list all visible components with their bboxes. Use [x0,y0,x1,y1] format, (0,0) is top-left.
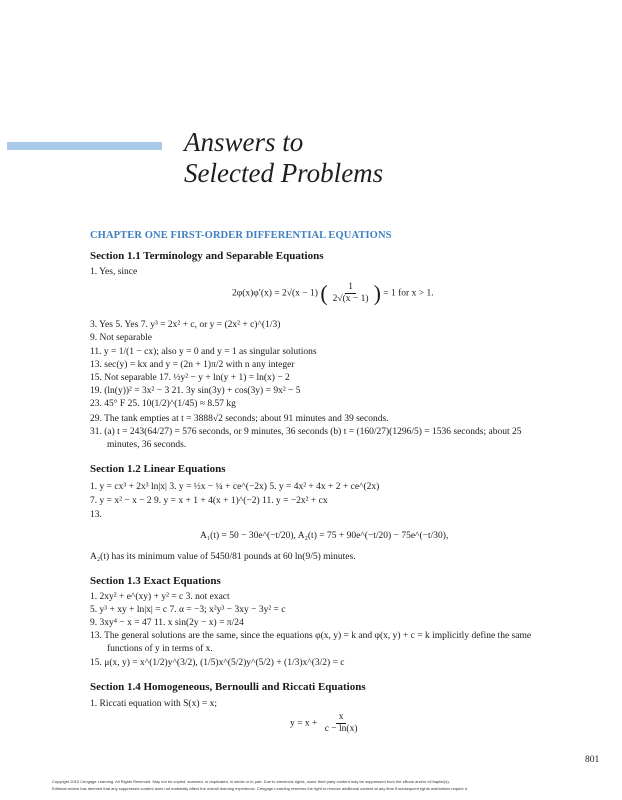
answer-line: 1. y = cx³ + 2x³ ln|x| 3. y = ½x − ¼ + ce^(−2x) 5. y = 4x² + 4x + 2 + ce^(2x) [90,482,380,492]
answer-line: functions of y in terms of x. [107,644,213,654]
section-heading-1-1: Section 1.1 Terminology and Separable Equations [90,250,324,262]
fraction-numerator: x [336,712,347,724]
equation-lhs: 2φ(x)φ′(x) = 2√(x − 1) [232,288,318,299]
answer-line: 31. (a) t = 243(64/27) = 576 seconds, or 9 minutes, 36 seconds (b) t = (160/27)(1296/5) = 1536 seconds; about 25 [90,427,522,437]
answer-line: 7. y = x² − x − 2 9. y = x + 1 + 4(x + 1)^(−2) 11. y = −2x² + cx [90,496,328,506]
display-equation-1-2: A₁(t) = 50 − 30e^(−t/20), A₂(t) = 75 + 90e^(−t/20) − 75e^(−t/30), [200,531,449,541]
equation-rhs: = 1 for x > 1. [383,288,434,299]
section-heading-1-4: Section 1.4 Homogeneous, Bernoulli and Riccati Equations [90,681,366,693]
answer-line: 15. μ(x, y) = x^(1/2)y^(3/2), (1/5)x^(5/2)y^(5/2) + (1/3)x^(3/2) = c [90,658,345,668]
display-equation-1-4 [290,712,363,735]
answer-line: 3. Yes 5. Yes 7. y³ = 2x² + c, or y = (2x² + c)^(1/3) [90,320,281,330]
answer-line: 13. sec(y) = kx and y = (2n + 1)π/2 with n any integer [90,360,295,370]
answer-line: 13. [90,510,102,520]
page-number: 801 [585,755,600,765]
page-title [184,127,383,189]
answer-line: 29. The tank empties at t = 3888√2 seconds; about 91 minutes and 39 seconds. [90,414,389,424]
display-equation-1-1: 2φ(x)φ′(x) = 2√(x − 1) ( $\frac{1}{2√(x - 1)}$ ) = 1 for x > 1. [232,280,434,306]
answer-line: 1. Riccati equation with S(x) = x; [90,699,217,709]
answer-line: 1. 2xy² + e^(xy) + y² = c 3. not exact [90,592,230,602]
answer-line: 5. y³ + xy + ln|x| = c 7. α = −3; x²y³ − 3xy − 3y² = c [90,605,286,615]
answer-line: 23. 45° F 25. 10(1/2)^(1/45) ≈ 8.57 kg [90,399,236,409]
title-line-1: Answers to [184,127,304,157]
copyright-line: Copyright 2010 Cengage Learning. All Rights Reserved. May not be copied, scanned, or duplicated, in whole or in part. Due to electronic rights, some third party content may be suppressed from the eBook and/or eChapter(s). [52,779,450,784]
fraction-denominator: 2√(x − 1) [332,294,369,304]
answer-line: 15. Not separable 17. ½y² − y + ln(y + 1) = ln(x) − 2 [90,373,290,383]
answer-line: 11. y = 1/(1 − cx); also y = 0 and y = 1 as singular solutions [90,347,317,357]
title-line-2: Selected Problems [184,158,384,188]
answer-line: minutes, 36 seconds. [107,440,187,450]
copyright-line: Editorial review has deemed that any suppressed content does not materially affect the overall learning experience. Cengage Learning reserves the right to remove additional content at any time if subsequent rights restrictions require it. [52,786,468,791]
equation-lhs: y = x + [290,718,318,729]
section-heading-1-3: Section 1.3 Exact Equations [90,575,221,587]
chapter-heading: CHAPTER ONE FIRST-ORDER DIFFERENTIAL EQUATIONS [90,230,392,241]
answer-line: 9. 3xy⁴ − x = 47 11. x sin(2y − x) = π/24 [90,618,244,628]
section-heading-1-2: Section 1.2 Linear Equations [90,463,226,475]
answer-line: 19. (ln(y))² = 3x² − 3 21. 3y sin(3y) + cos(3y) = 9x² − 5 [90,386,301,396]
decorative-bar [7,142,162,150]
fraction-numerator: 1 [345,282,356,294]
answer-line: 1. Yes, since [90,267,138,277]
answer-line: 13. The general solutions are the same, since the equations φ(x, y) = k and φ(x, y) + c = k implicitly define the same [90,631,532,641]
fraction-denominator: c − ln(x) [324,724,358,734]
answer-line: 9. Not separable [90,333,152,343]
answer-line: A₂(t) has its minimum value of 5450/81 pounds at 60 ln(9/5) minutes. [90,552,356,562]
